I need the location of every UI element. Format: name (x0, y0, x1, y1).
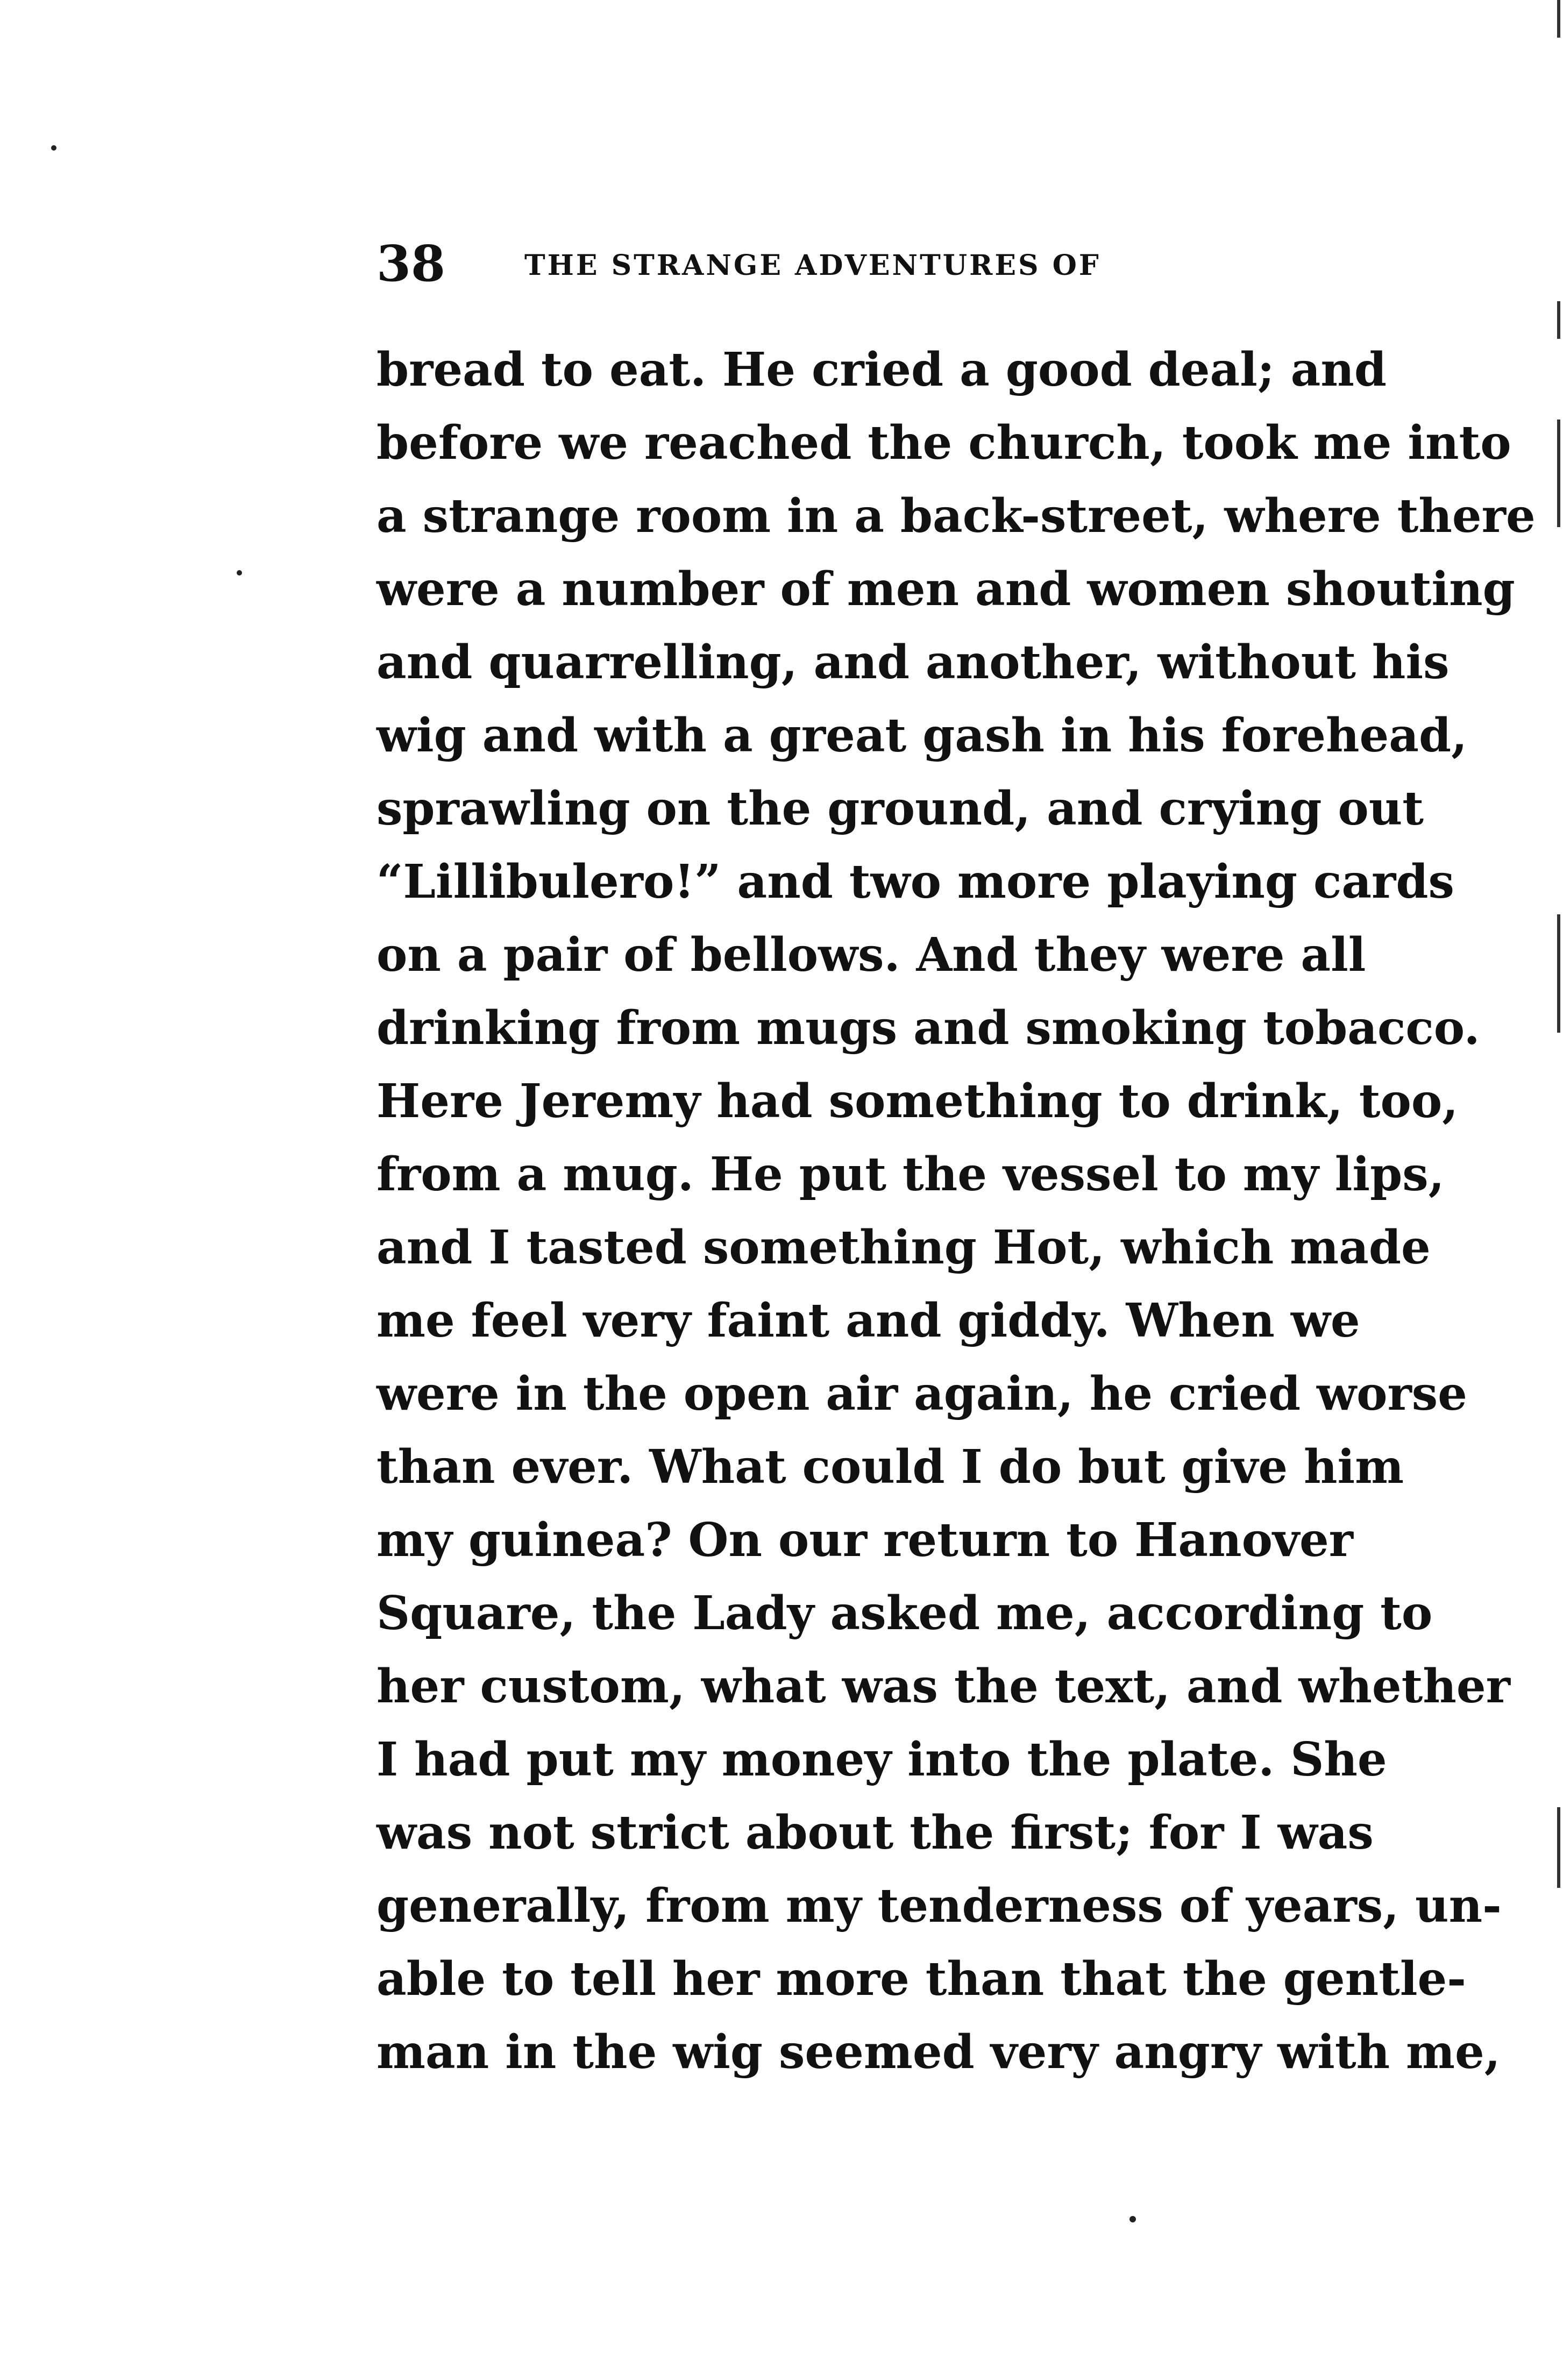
page-number: 38 (376, 235, 446, 293)
text-line: “Lillibulero!” and two more playing cards (376, 855, 1454, 909)
text-line: and quarrelling, and another, without his (376, 635, 1450, 690)
text-line: Here Jeremy had something to drink, too, (376, 1074, 1459, 1128)
text-line: man in the wig seemed very angry with me, (376, 2025, 1501, 2079)
scan-edge-mark (1557, 0, 1560, 38)
text-line: Square, the Lady asked me, according to (376, 1586, 1433, 1640)
text-line: sprawling on the ground, and crying out (376, 782, 1424, 836)
page-header (376, 229, 1398, 299)
text-line: her custom, what was the text, and whether (376, 1659, 1510, 1714)
text-line: able to tell her more than that the gentle- (376, 1952, 1466, 2006)
text-line: my guinea? On our return to Hanover (376, 1513, 1353, 1567)
text-line: was not strict about the first; for I was (376, 1806, 1374, 1860)
scan-speck (1129, 2216, 1136, 2222)
text-line: bread to eat. He cried a good deal; and (376, 343, 1387, 397)
scan-edge-mark (1557, 301, 1560, 339)
text-line: drinking from mugs and smoking tobacco. (376, 1001, 1480, 1055)
text-line: a strange room in a back-street, where there (376, 489, 1536, 543)
text-line: I had put my money into the plate. She (376, 1732, 1387, 1787)
text-line: me feel very faint and giddy. When we (376, 1294, 1360, 1348)
text-line: before we reached the church, took me into (376, 416, 1511, 470)
scan-edge-mark (1557, 1807, 1560, 1888)
text-line: on a pair of bellows. And they were all (376, 928, 1366, 982)
scan-edge-mark (1557, 914, 1560, 1033)
running-head: THE STRANGE ADVENTURES OF (524, 249, 1101, 282)
text-line: generally, from my tenderness of years, un- (376, 1879, 1502, 1933)
text-line: were in the open air again, he cried worse (376, 1367, 1467, 1421)
text-line: wig and with a great gash in his forehead, (376, 708, 1468, 763)
scan-speck (237, 570, 242, 576)
scan-speck (51, 145, 56, 151)
text-line: from a mug. He put the vessel to my lips, (376, 1147, 1445, 1202)
text-line: were a number of men and women shouting (376, 562, 1515, 616)
text-line: than ever. What could I do but give him (376, 1440, 1404, 1494)
body-text (376, 333, 1536, 2089)
scan-edge-mark (1557, 420, 1560, 527)
text-line: and I tasted something Hot, which made (376, 1220, 1431, 1275)
